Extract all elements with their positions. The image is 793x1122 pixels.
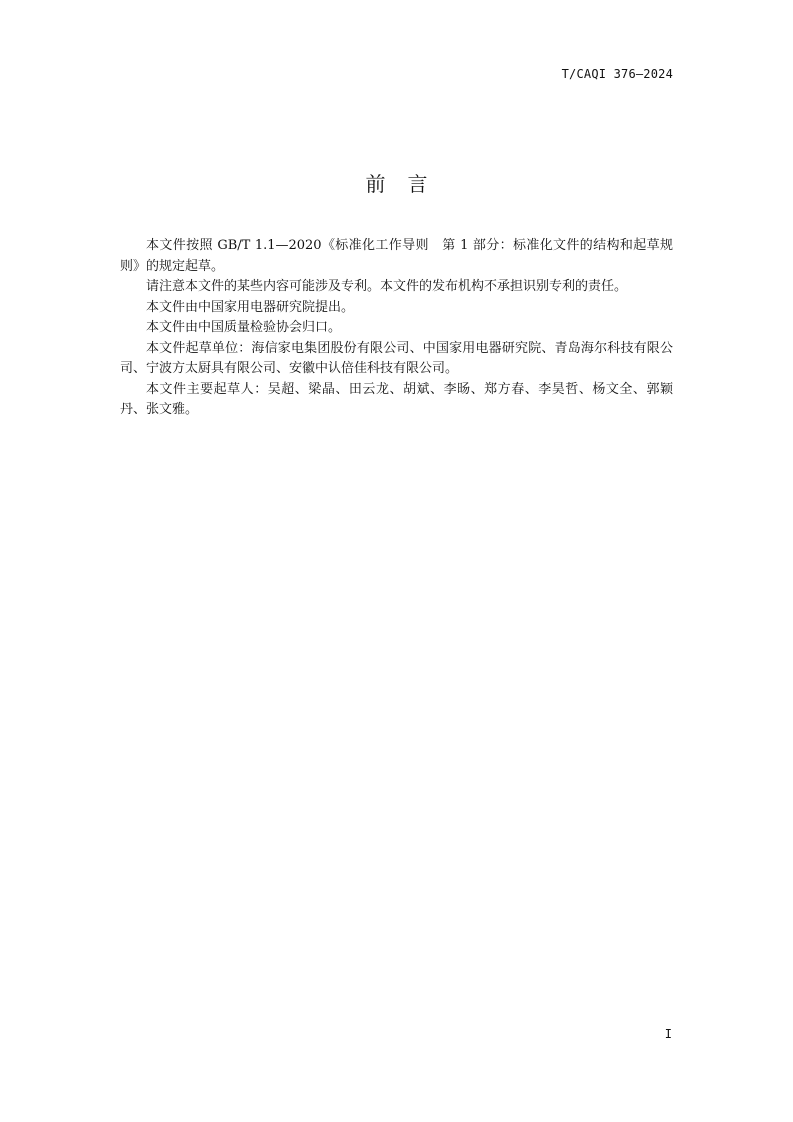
paragraph-drafting-rules: 本文件按照 GB/T 1.1—2020《标准化工作导则 第 1 部分：标准化文件的结构和起草规则》的规定起草。 [120,238,673,274]
paragraph-proposed-by: 本文件由中国家用电器研究院提出。 [146,299,355,315]
paragraph-patent-notice: 请注意本文件的某些内容可能涉及专利。本文件的发布机构不承担识别专利的责任。 [146,279,628,294]
foreword-body [120,236,673,421]
page-title: 前言 [365,172,450,196]
paragraph-drafters: 本文件主要起草人：吴超、梁晶、田云龙、胡斌、李旸、郑方春、李昊哲、杨文全、郭颖丹、张文雅。 [120,381,673,417]
paragraph-drafting-units: 本文件起草单位：海信家电集团股份有限公司、中国家用电器研究院、青岛海尔科技有限公司、宁波方太厨具有限公司、安徽中认倍佳科技有限公司。 [120,340,673,376]
page-number: I [664,1027,672,1041]
document-code: T/CAQI 376—2024 [561,67,673,81]
paragraph-centralized-by: 本文件由中国质量检验协会归口。 [146,320,342,335]
